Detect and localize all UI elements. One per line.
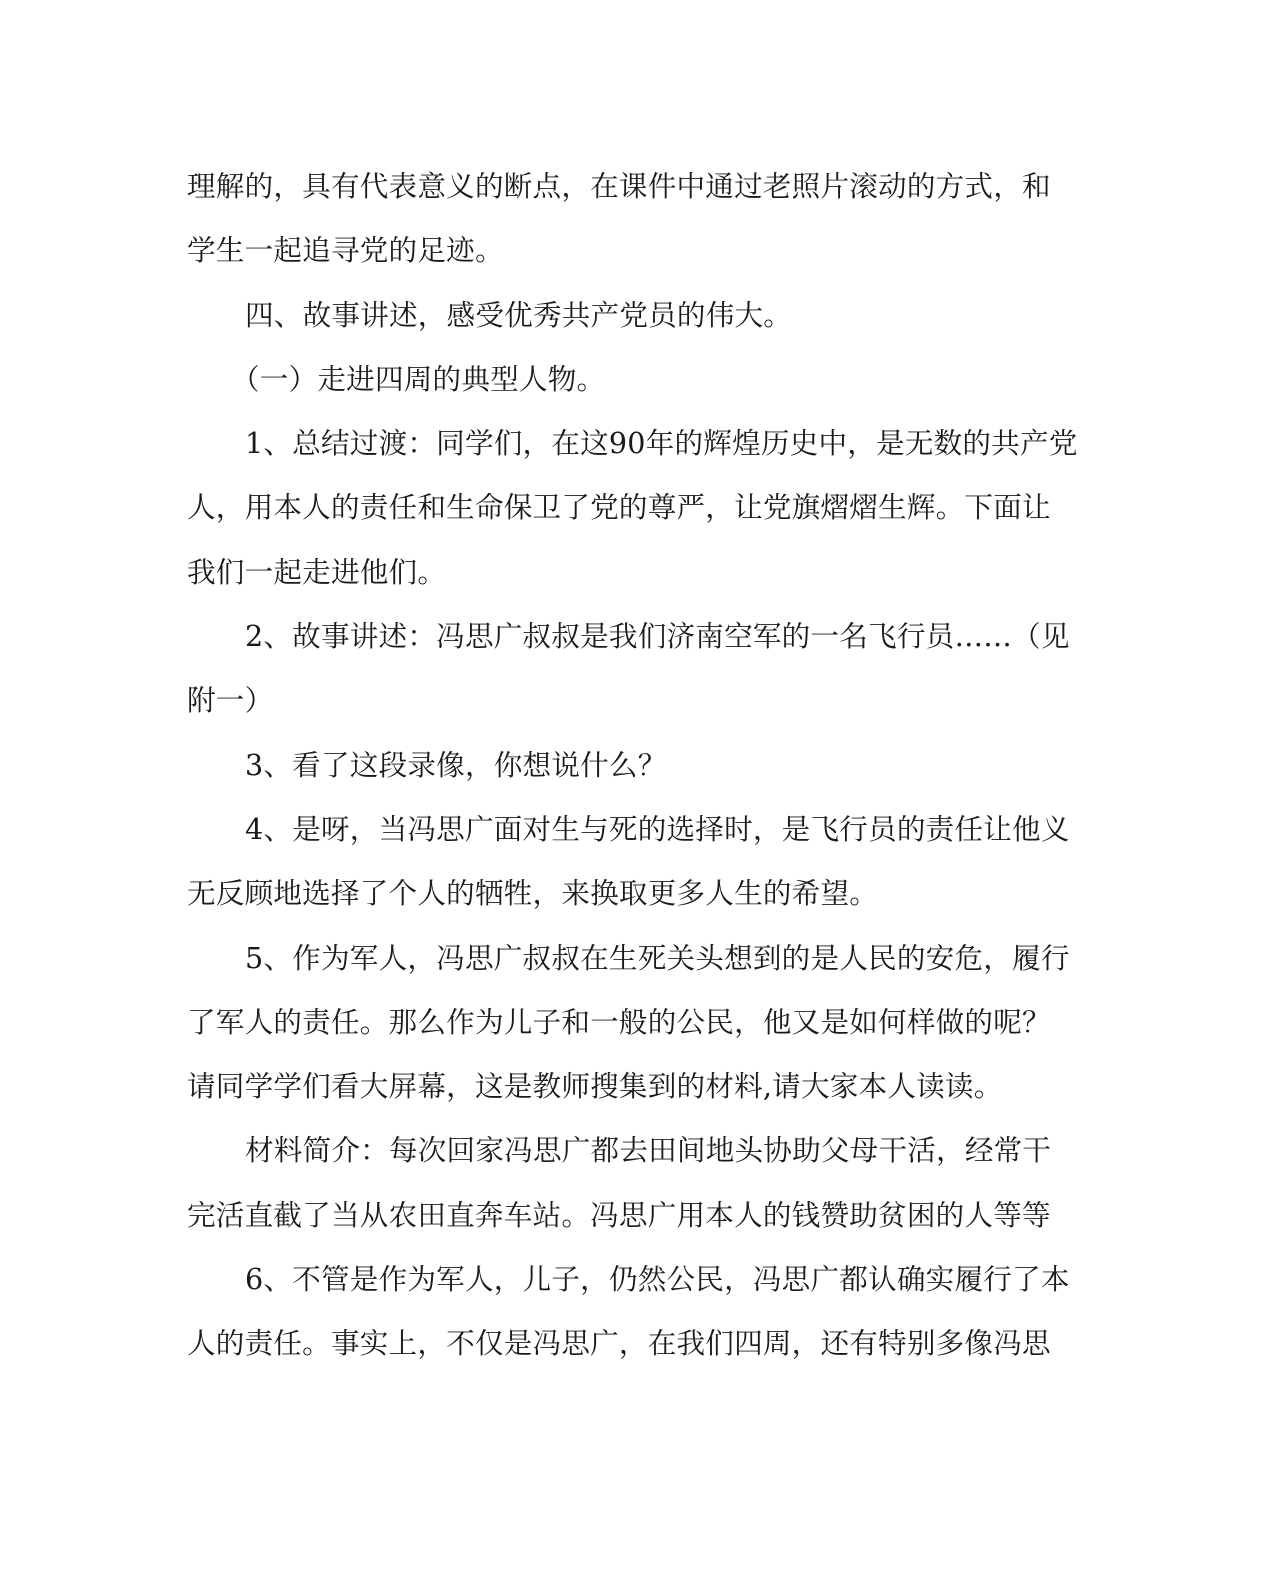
text-line: 3、看了这段录像，你想说什么？ [245, 747, 667, 782]
text-line: 请同学学们看大屏幕，这是教师搜集到的材料,请大家本人读读。 [187, 1069, 1003, 1104]
text-line: 理解的，具有代表意义的断点，在课件中通过老照片滚动的方式，和 [187, 169, 1051, 203]
text-line: 无反顾地选择了个人的牺牲，来换取更多人生的希望。 [187, 876, 879, 911]
text-line: 学生一起追寻党的足迹。 [187, 233, 504, 268]
text-line: 材料简介：每次回家冯思广都去田间地头协助父母干活，经常干 [245, 1133, 1052, 1168]
text-line: 完活直截了当从农田直奔车站。冯思广用本人的钱赞助贫困的人等等 [187, 1197, 1051, 1232]
text-line: 6、不管是作为军人，儿子，仍然公民，冯思广都认确实履行了本 [245, 1262, 1070, 1297]
section-heading: 四、故事讲述，感受优秀共产党员的伟大。 [245, 297, 793, 332]
text-line: 4、是呀，当冯思广面对生与死的选择时，是飞行员的责任让他义 [245, 811, 1070, 846]
document-body [187, 154, 1078, 1376]
text-line: 2、故事讲述：冯思广叔叔是我们济南空军的一名飞行员……（见 [245, 619, 1070, 654]
text-line: 我们一起走进他们。 [187, 554, 447, 589]
text-line: 人的责任。事实上，不仅是冯思广，在我们四周，还有特别多像冯思 [187, 1326, 1051, 1361]
subsection-heading: （一）走进四周的典型人物。 [231, 361, 606, 396]
text-line: 人，用本人的责任和生命保卫了党的尊严，让党旗熠熠生辉。下面让 [187, 490, 1051, 525]
text-line: 1、总结过渡：同学们，在这90年的辉煌历史中，是无数的共产党 [245, 426, 1078, 461]
text-line: 附一） [187, 683, 274, 718]
text-line: 5、作为军人，冯思广叔叔在生死关头想到的是人民的安危，履行 [245, 940, 1070, 975]
text-line: 了军人的责任。那么作为儿子和一般的公民，他又是如何样做的呢？ [187, 1004, 1051, 1039]
